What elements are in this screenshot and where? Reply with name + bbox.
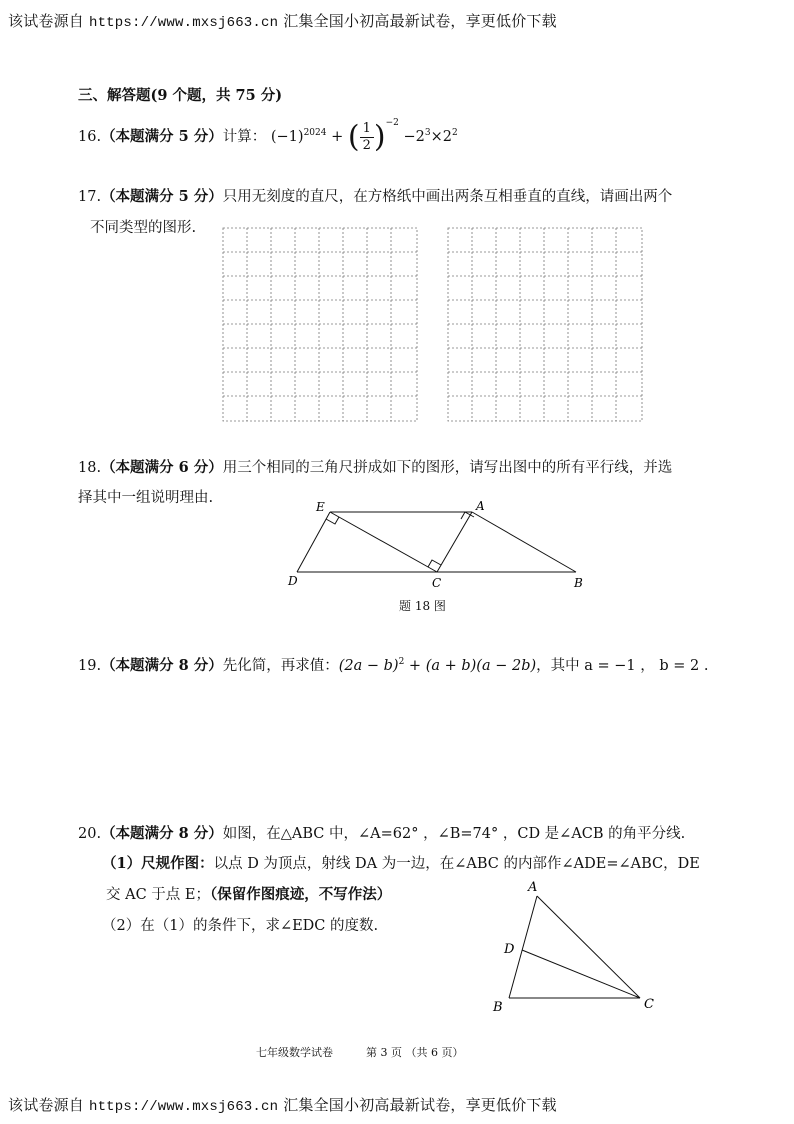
q18-right-angle-a [461,512,474,519]
q20-part1-label: （1）尺规作图： [102,855,214,872]
q19-exp: 2 [398,657,405,667]
q18-line2: 择其中一组说明理由. [78,490,214,506]
q20-part1-cont: 交 AC 于点 E； [106,887,210,903]
q17-score: （本题满分 5 分） [101,188,223,205]
grid-paper-right[interactable] [447,227,643,422]
q16-exp1: 2024 [303,128,327,138]
q20-label-b: B [493,1000,503,1015]
q20-line1: 如图，在△ABC 中，∠A=62° ，∠B=74° ，CD 是∠ACB 的角平分线. [222,826,686,842]
q18-segment-ca [437,512,472,572]
q18-label-c: C [432,576,442,590]
q19-prompt: 先化简，再求值： [222,658,339,674]
q18-segment-ab [472,512,576,572]
q20-score: （本题满分 8 分） [101,825,223,842]
question-18-line1 [78,456,672,477]
q16-score: （本题满分 5 分） [101,128,223,145]
q16-prompt: 计算： [222,129,267,145]
banner-right-text: 汇集全国小初高最新试卷，享更低价下载 [283,12,557,30]
q16-frac-den: 2 [362,137,371,153]
bottom-banner-left-text: 该试卷源自 [8,1096,85,1114]
footer-subject: 七年级数学试卷 [256,1046,333,1059]
q16-exp2: −2 [385,118,399,128]
q18-label-a: A [476,499,485,513]
q16-minus: −2 [403,129,425,145]
q16-close-paren: ) [373,119,386,155]
q20-part1 [102,852,700,873]
grid-left-lines [223,228,417,421]
grid-right-lines [448,228,642,421]
q20-part1-continued [106,883,391,904]
question-16 [78,118,458,155]
q18-right-angle-c [428,560,441,567]
footer-page: 第 3 页 （共 6 页） [366,1046,464,1059]
q20-part2: （2）在（1）的条件下，求∠EDC 的度数. [102,918,379,934]
banner-left-text: 该试卷源自 [8,12,85,30]
q20-part1-note: （保留作图痕迹，不写作法） [209,886,392,903]
q18-label-d: D [288,574,298,588]
q17-line1: 只用无刻度的直尺，在方格纸中画出两条互相垂直的直线，请画出两个 [222,189,673,205]
top-banner [8,10,557,31]
q20-figure [484,874,664,1019]
q18-score: （本题满分 6 分） [101,459,223,476]
q19-condition: ，其中 a = −1 ， b = 2 . [536,658,709,674]
question-19 [78,654,708,675]
q20-label-c: C [644,997,654,1012]
q17-number: 17. [78,189,102,205]
q18-line1: 用三个相同的三角尺拼成如下的图形，请写出图中的所有平行线，并选 [222,460,673,476]
q18-figure [280,496,600,592]
q16-base1: (−1) [270,129,304,145]
q16-plus: + [331,129,344,145]
q18-number: 18. [78,460,102,476]
question-20-line1 [78,822,685,843]
q16-open-paren: ( [347,119,360,155]
q20-label-a: A [528,880,538,895]
q18-label-b: B [574,576,583,590]
q16-number: 16. [78,129,102,145]
question-17-line1 [78,185,672,206]
bottom-banner-right-text: 汇集全国小初高最新试卷，享更低价下载 [283,1096,557,1114]
q18-caption: 题 18 图 [399,599,446,613]
q20-part1-text: 以点 D 为顶点，射线 DA 为一边，在∠ABC 的内部作∠ADE=∠ABC，DE [213,856,700,872]
bottom-banner [8,1094,557,1115]
q18-segment-ec [330,512,437,572]
q16-frac-num: 1 [360,121,374,138]
q16-exp3: 3 [424,128,431,138]
q18-segment-de [297,512,330,572]
q16-exp4: 2 [451,128,458,138]
q19-number: 19. [78,658,102,674]
q19-expr-b: + (a + b)(a − 2b) [404,658,537,674]
q17-line2: 不同类型的图形. [90,220,197,236]
grid-paper-left[interactable] [222,227,418,422]
q18-right-angle-e [326,517,339,524]
bottom-banner-url-link[interactable]: https://www.mxsj663.cn [88,1099,279,1115]
q19-expr-a: (2a − b) [338,658,399,674]
q16-fraction [360,121,374,154]
section-title: 三、解答题(9 个题，共 75 分) [78,87,283,104]
q20-label-d: D [504,942,515,957]
q20-segment-dc [522,950,640,998]
q19-score: （本题满分 8 分） [101,657,223,674]
q20-segment-ac [537,896,640,998]
q18-label-e: E [316,500,325,514]
page-footer [256,1044,463,1060]
q20-number: 20. [78,826,102,842]
q16-times: ×2 [430,129,452,145]
banner-url-link[interactable]: https://www.mxsj663.cn [88,15,279,31]
